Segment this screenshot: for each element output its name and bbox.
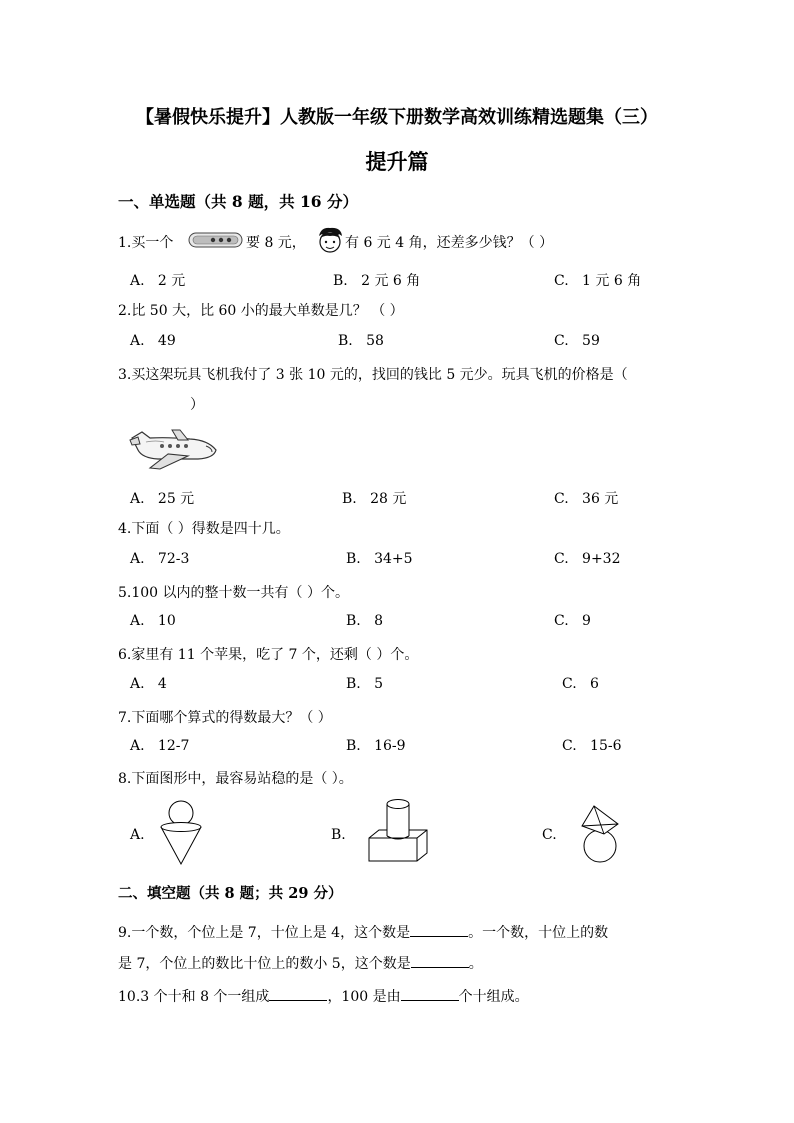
section-heading-single-choice: 一、单选题（共 8 题，共 16 分） — [118, 192, 358, 211]
question-9-line2: 是 7，个位上的数比十位上的数小 5，这个数是 。 — [118, 953, 483, 973]
question-1-option-a[interactable]: A. 2 元 — [130, 273, 186, 289]
pyramid-on-sphere-figure — [578, 802, 624, 864]
question-4-option-b[interactable]: B. 34+5 — [346, 551, 413, 567]
cylinder-on-box-figure — [366, 798, 430, 864]
question-2-option-c[interactable]: C. 59 — [554, 333, 600, 349]
question-6-text: 6.家里有 11 个苹果，吃了 7 个，还剩（ ）个。 — [118, 647, 419, 663]
document-title: 【暑假快乐提升】人教版一年级下册数学高效训练精选题集（三） — [136, 107, 658, 128]
question-10-text: 10.3 个十和 8 个一组成 ，100 是由 个十组成。 — [118, 986, 529, 1006]
question-2-option-a[interactable]: A. 49 — [130, 333, 176, 349]
question-3-option-a[interactable]: A. 25 元 — [130, 491, 195, 507]
question-6-option-b[interactable]: B. 5 — [346, 676, 384, 692]
child-face-icon — [315, 226, 345, 254]
question-4-option-a[interactable]: A. 72-3 — [130, 551, 190, 567]
question-3-option-b[interactable]: B. 28 元 — [342, 491, 407, 507]
question-7-option-b[interactable]: B. 16-9 — [346, 738, 406, 754]
question-1-option-c[interactable]: C. 1 元 6 角 — [554, 273, 642, 289]
question-7-option-c[interactable]: C. 15-6 — [562, 738, 622, 754]
answer-blank[interactable] — [410, 922, 468, 937]
question-8-option-c[interactable]: C. — [542, 827, 557, 843]
question-5-option-a[interactable]: A. 10 — [130, 613, 176, 629]
question-1-option-b[interactable]: B. 2 元 6 角 — [333, 273, 421, 289]
toy-airplane-image — [128, 424, 220, 472]
answer-blank[interactable] — [269, 986, 327, 1001]
document-subtitle: 提升篇 — [365, 149, 429, 174]
question-1-mid: 要 8 元， — [246, 235, 306, 251]
question-4-text: 4.下面（ ）得数是四十几。 — [118, 521, 290, 537]
section-heading-fill-in: 二、填空题（共 8 题；共 29 分） — [118, 885, 343, 902]
question-4-option-c[interactable]: C. 9+32 — [554, 551, 621, 567]
question-6-option-a[interactable]: A. 4 — [130, 676, 167, 692]
question-8-option-b[interactable]: B. — [331, 827, 346, 843]
question-7-option-a[interactable]: A. 12-7 — [130, 738, 190, 754]
answer-blank[interactable] — [401, 986, 459, 1001]
question-8-option-a[interactable]: A. — [130, 827, 145, 843]
question-1-suffix: 有 6 元 4 角，还差多少钱？（ ） — [345, 235, 554, 251]
question-3-option-c[interactable]: C. 36 元 — [554, 491, 619, 507]
question-6-option-c[interactable]: C. 6 — [562, 676, 599, 692]
question-5-text: 5.100 以内的整十数一共有（ ）个。 — [118, 585, 349, 601]
question-7-text: 7.下面哪个算式的得数最大？（ ） — [118, 710, 332, 726]
question-9-line1: 9.一个数，个位上是 7，十位上是 4，这个数是 。一个数，十位上的数 — [118, 922, 608, 942]
question-5-option-c[interactable]: C. 9 — [554, 613, 591, 629]
question-2-text: 2.比 50 大，比 60 小的最大单数是几？ （ ） — [118, 303, 404, 319]
question-5-option-b[interactable]: B. 8 — [346, 613, 384, 629]
question-3-text-line2: ） — [190, 397, 204, 413]
question-2-option-b[interactable]: B. 58 — [338, 333, 384, 349]
question-1-prefix: 1.买一个 — [118, 235, 174, 251]
sphere-on-cone-figure — [158, 800, 204, 866]
pencil-case-icon — [188, 230, 244, 250]
question-8-text: 8.下面图形中，最容易站稳的是（ ）。 — [118, 771, 353, 787]
answer-blank[interactable] — [411, 953, 469, 968]
question-3-text-line1: 3.买这架玩具飞机我付了 3 张 10 元的，找回的钱比 5 元少。玩具飞机的价格是（ — [118, 367, 628, 383]
